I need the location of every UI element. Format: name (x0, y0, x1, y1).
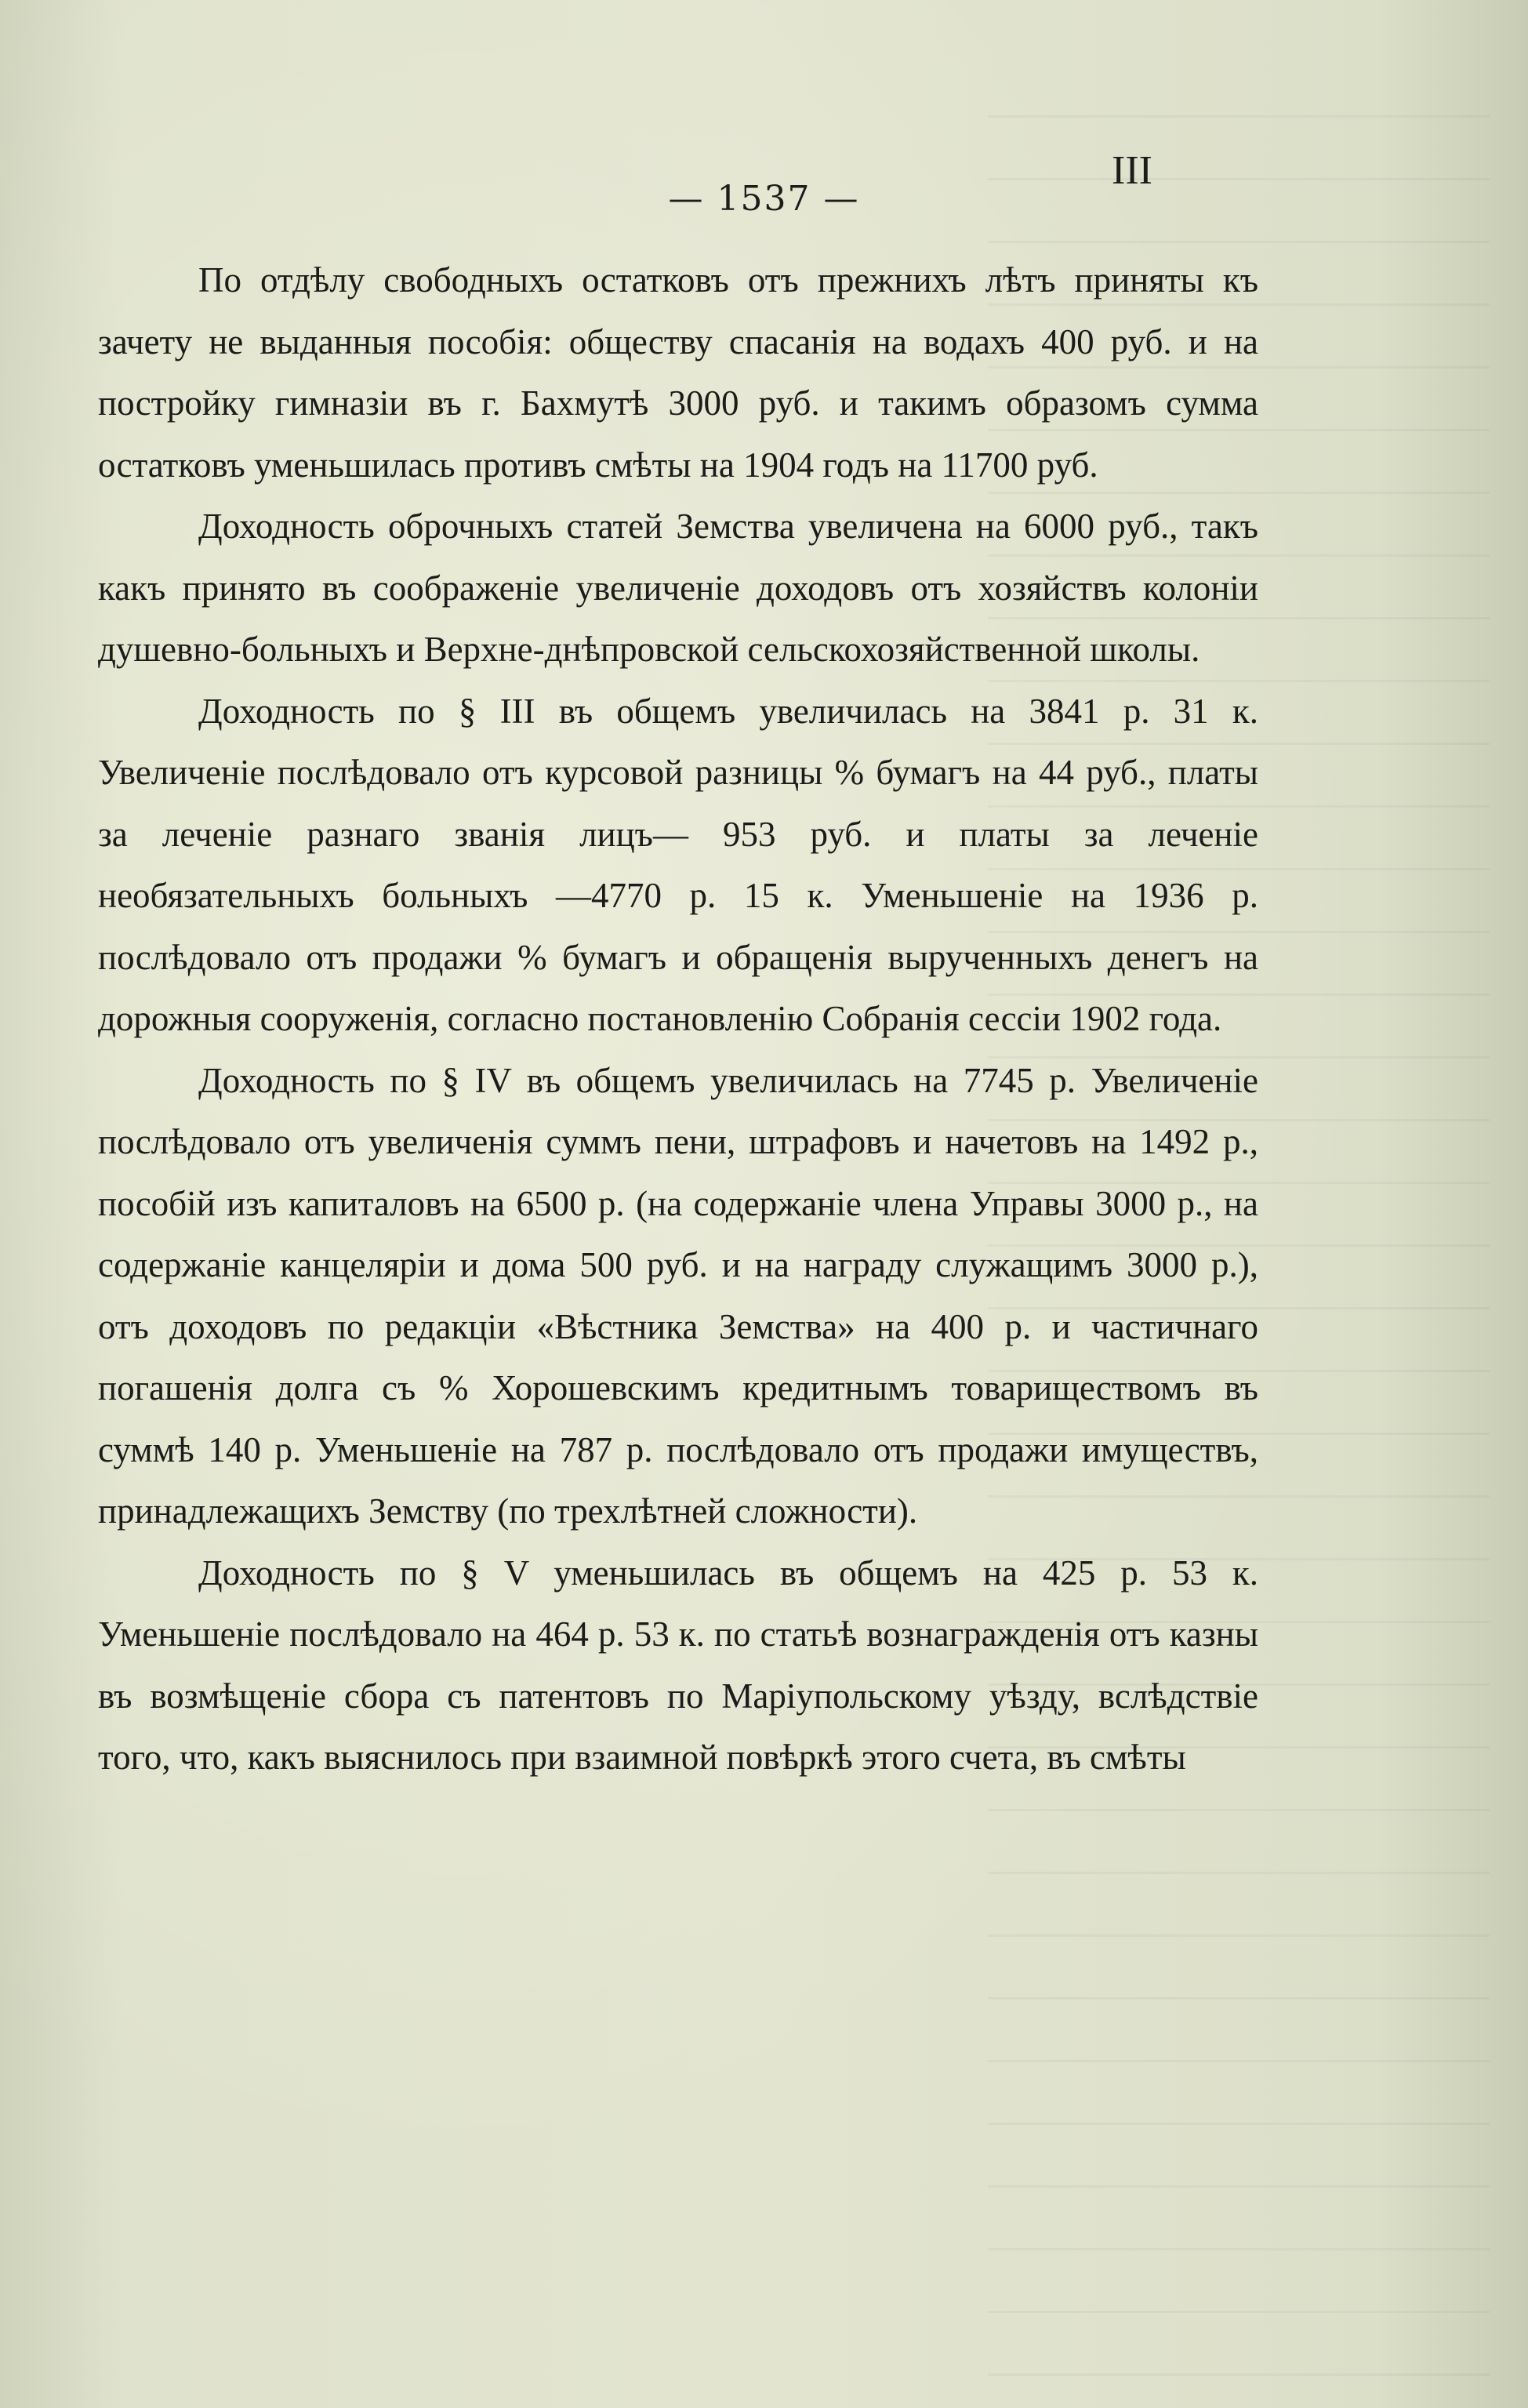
body-text (98, 249, 1258, 1789)
paragraph-section-iv: Доходность по § IV въ общемъ увеличилась на 7745 р. Увеличеніе послѣдовало отъ увеличенія суммъ пени, штрафовъ и начетовъ на 1492 р., пособій изъ капиталовъ на 6500 р. (на содержаніе члена Управы 3000 р., на содержаніе канцеляріи и дома 500 руб. и на награду служащимъ 3000 р.), отъ доходовъ по редакціи «Вѣстника Земства» на 400 р. и частичнаго погашенія долга съ % Хорошевскимъ кредитнымъ товариществомъ въ суммѣ 140 р. Уменьшеніе на 787 р. послѣдовало отъ продажи имуществъ, принадлежащихъ Земству (по трехлѣтней сложности). (98, 1060, 1258, 1531)
paragraph-section-v: Доходность по § V уменьшилась въ общемъ на 425 р. 53 к. Уменьшеніе послѣдовало на 464 р. 53 к. по статьѣ вознагражденія отъ казны въ возмѣщеніе сбора съ патентовъ по Маріупольскому уѣзду, вслѣдствіе того, что, какъ выяснилось при взаимной повѣркѣ этого счета, въ смѣты (98, 1553, 1258, 1777)
paragraph-quitrent-income: Доходность оброчныхъ статей Земства увеличена на 6000 руб., такъ какъ принято въ соображеніе увеличеніе доходовъ отъ хозяйствъ колоніи душевно-больныхъ и Верхне-днѣпровской сельскохозяйственной школы. (98, 507, 1258, 669)
paragraph-section-iii: Доходность по § III въ общемъ увеличилась на 3841 р. 31 к. Увеличеніе послѣдовало отъ курсовой разницы % бумагъ на 44 руб., платы за леченіе разнаго званія лицъ— 953 руб. и платы за леченіе необязательныхъ больныхъ —4770 р. 15 к. Уменьшеніе на 1936 р. послѣдовало отъ продажи % бумагъ и обращенія вырученныхъ денегъ на дорожныя сооруженія, согласно постановленію Собранія сессіи 1902 года. (98, 691, 1258, 1038)
page-number: — 1537 — (668, 179, 860, 219)
paragraph-free-balances: По отдѣлу свободныхъ остатковъ отъ прежнихъ лѣтъ приняты къ зачету не выданныя пособія: обществу спасанія на водахъ 400 руб. и на постройку гимназіи въ г. Бахмутѣ 3000 руб. и такимъ образомъ сумма остатковъ уменьшилась противъ смѣты на 1904 годъ на 11700 руб. (98, 260, 1258, 485)
section-roman-number: III (1112, 148, 1152, 193)
